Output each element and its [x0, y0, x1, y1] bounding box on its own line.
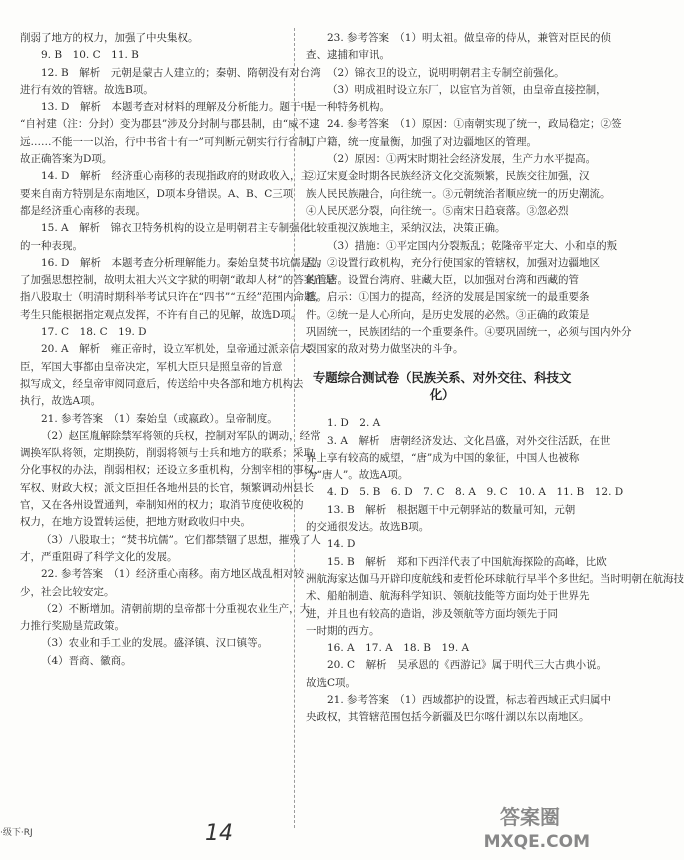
answer-line: 24. 参考答案 （1）原因：①南朝实现了统一，政局稳定；②签: [327, 118, 622, 131]
right-column: [306, 30, 684, 727]
answer-line: 14. D 解析 经济重心南移的表现指政府的财政收入，主: [41, 170, 311, 183]
answer-line: 了加强思想控制，故明太祖大兴文字狱的明朝“敢却人材”的答案正是: [20, 274, 336, 287]
answer-line: 故正确答案为D项。: [20, 153, 113, 166]
answer-line: 13. B 解析 根据题干中元朝驿站的数量可知，元朝: [327, 503, 576, 516]
answer-line: 权力，在地方设置转运使，把地方财政收归中央。: [20, 516, 251, 529]
answer-line: （4）晋商、徽商。: [41, 654, 132, 667]
answer-line: 调换军队将领，定期换防，削弱将领与士兵和地方的联系；采取: [20, 447, 314, 460]
answer-line: 15. B 解析 郑和下西洋代表了中国航海探险的高峰，比欧: [327, 555, 607, 568]
answer-line: （3）农业和手工业的发展。盛泽镇、汉口镇等。: [41, 637, 269, 650]
answer-line: 洲航海家达伽马开辟印度航线和麦哲伦环球航行早半个多世纪。当时明朝在航海技: [306, 572, 684, 585]
answer-line: 都是经济重心南移的表现。: [20, 204, 146, 217]
answer-line: 要来自南方特别是东南地区，D项本身错误。A、B、C三项: [20, 187, 294, 200]
answer-line: 的一种表现。: [20, 239, 83, 252]
answer-line: 才，严重阻碍了科学文化的发展。: [20, 550, 178, 563]
answer-line: 辖。启示：①国力的提高，经济的发展是国家统一的最重要条: [306, 291, 590, 304]
answer-line: 14. D: [327, 538, 356, 551]
answer-line: 故选C项。: [306, 676, 357, 689]
answer-line: 巩固统一，民族团结的一个重要条件。④要巩固统一，必须与国内外分: [306, 326, 632, 339]
answer-line: 订户籍，统一度量衡，加强了对边疆地区的管理。: [306, 135, 537, 148]
section-title: 专题综合测试卷（民族关系、对外交往、科技文化）: [312, 369, 572, 402]
answer-line: 23. 参考答案 （1）明太祖。做皇帝的侍从，兼管对臣民的侦: [327, 32, 611, 44]
handwritten-page-number: 14: [205, 821, 233, 846]
answer-line: 臣，军国大事都由皇帝决定，军机大臣只是照皇帝的旨意: [20, 360, 283, 373]
answer-line: 力推行奖励垦荒政策。: [20, 620, 125, 633]
answer-line: 为“唐人”。故选A项。: [306, 469, 409, 482]
left-column: [20, 30, 336, 670]
right-column-answers-part2: [306, 415, 684, 726]
answer-line: 是一种特务机构。: [306, 101, 390, 114]
answer-line: 4. D 5. B 6. D 7. C 8. A 9. C 10. A 11. B 12. D: [327, 486, 624, 499]
answer-line: 16. A 17. A 18. B 19. A: [327, 642, 470, 655]
answer-line: 进，并且也有较高的造诣，涉及领航等方面均领先于同: [306, 607, 558, 620]
answer-line: 一时期的西方。: [306, 624, 380, 637]
answer-line: 指八股取士（明清时期科举考试只许在“四书”“五经”范围内命题，: [20, 291, 325, 304]
answer-line: 17. C 18. C 19. D: [41, 326, 147, 339]
answer-line: “自衬建（注：分封）变为郡县”涉及分封制与郡县制，由“威不逮: [20, 118, 320, 131]
answer-line: 12. B 解析 元朝是蒙古人建立的；秦朝、隋朝没有对台湾: [41, 66, 321, 79]
answer-line: 22. 参考答案 （1）经济重心南移。南方地区战乱相对较: [41, 568, 304, 581]
answer-line: 官，又在各州设置通判，牵制知州的权力；取消节度使收税的: [20, 499, 304, 512]
answer-line: ④人民厌恶分裂，向往统一。⑤南宋日趋衰落。③忽必烈: [306, 204, 569, 217]
answer-line: 9. B 10. C 11. B: [41, 49, 139, 62]
column-divider: [294, 28, 295, 828]
answer-line: 术、船舶制造、航海科学知识、领航技能等方面均处于世界先: [306, 590, 590, 603]
answer-line: （3）明成祖时设立东厂，以宦官为首领，由皇帝直接控制，: [327, 83, 607, 96]
answer-line: （2）锦衣卫的设立，说明明朝君主专制空前强化。: [327, 66, 565, 79]
answer-line: 少，社会比较安定。: [20, 585, 115, 598]
answer-line: 21. 参考答案 （1）西域都护的设置，标志着西域正式归属中: [327, 693, 611, 706]
answer-line: 族人民民族融合，向往统一。③元朝统治者顺应统一的历史潮流。: [306, 187, 611, 200]
right-column-answers-part1: [306, 30, 632, 359]
answer-line: 远……不能一一以治，行中书省十有一”可判断元朝实行行省制，: [20, 135, 320, 148]
answer-line: 16. D 解析 本题考查分析理解能力。秦始皇焚书坑儒是为: [41, 256, 322, 269]
answer-line: （3）八股取士；“焚书坑儒”。它们都禁锢了思想，摧残了人: [41, 533, 321, 546]
answer-line: ②辽宋夏金时期各民族经济文化交流频繁，民族交往加强，汉: [306, 170, 590, 183]
watermark-logo-text: 答案圈: [500, 805, 560, 829]
answer-line: 13. D 解析 本题考查对材料的理解及分析能力。题干中: [41, 101, 311, 114]
answer-line: 裂国家的敌对势力做坚决的斗争。: [306, 343, 464, 356]
answer-line: 央政权，其管辖范围包括今新疆及巴尔喀什湖以东以南地区。: [306, 711, 590, 724]
answer-line: 执行，故选A项。: [20, 395, 102, 408]
answer-line: 21. 参考答案 （1）秦始皇（或嬴政）。皇帝制度。: [41, 412, 278, 425]
answer-line: （2）原因：①两宋时期社会经济发展，生产力水平提高。: [327, 153, 597, 166]
answer-line: 的管辖。设置台湾府、驻藏大臣，以加强对台湾和西藏的管: [306, 274, 579, 287]
answer-line: 进行有效的管辖。故选B项。: [20, 83, 154, 96]
answer-line: 1. D 2. A: [327, 417, 381, 430]
answer-line: （2）赵匡胤解除禁军将领的兵权，控制对军队的调动，经常: [41, 429, 321, 442]
answer-line: 军权、财政大权；派文臣担任各地州县的长官，频繁调动州县长: [20, 481, 314, 494]
answer-line: 考生只能根据指定观点发挥，不许有自己的见解，故选D项。: [20, 308, 302, 321]
answer-line: 的交通很发达。故选B项。: [306, 521, 430, 534]
answer-line: 乱。②设置行政机构，充分行使国家的管辖权，加强对边疆地区: [306, 256, 600, 269]
answer-line: 拟写成文，经皇帝审阅同意后，传送给中央各部和地方机构去: [20, 377, 304, 390]
answer-line: 件。②统一是人心所向，是历史发展的必然。③正确的政策是: [306, 308, 590, 321]
answer-line: 20. A 解析 雍正帝时，设立军机处，皇帝通过派亲信大: [41, 343, 311, 356]
answer-line: 3. A 解析 唐朝经济发达、文化昌盛，对外交往活跃，在世: [327, 434, 611, 447]
answer-line: 20. C 解析 吴承恩的《西游记》属于明代三大古典小说。: [327, 659, 608, 672]
answer-line: 界上享有较高的威望，“唐”成为中国的象征，中国人也被称: [306, 451, 580, 464]
answer-line: 比较重视汉族地主，采纳汉法，决策正确。: [306, 222, 506, 235]
footer-grade-label: ·级下·RJ: [0, 828, 33, 838]
answer-line: 15. A 解析 锦衣卫特务机构的设立是明朝君主专制强化: [41, 222, 311, 235]
answer-line: （2）不断增加。清朝前期的皇帝都十分重视农业生产，大: [41, 602, 311, 615]
answer-line: 削弱了地方的权力，加强了中央集权。: [20, 32, 199, 44]
answer-line: 分化事权的办法，削弱相权；还设立多重机构，分割宰相的事权、: [20, 464, 325, 477]
watermark-url: MXQE.COM: [483, 832, 590, 852]
answer-line: 查、逮捕和审讯。: [306, 49, 390, 62]
answer-line: （3）措施：①平定国内分裂叛乱；乾隆帝平定大、小和卓的叛: [327, 239, 618, 252]
